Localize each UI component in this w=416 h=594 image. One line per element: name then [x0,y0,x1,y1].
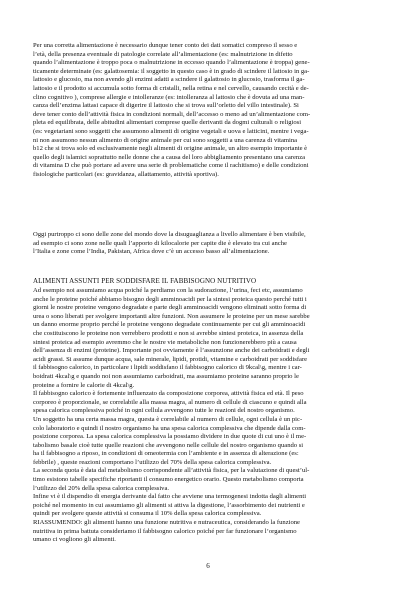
page-number: 6 [206,562,210,570]
paragraph-nutritional-needs: Ad esempio noi assumiamo acqua poiché la perdiamo con la sudorazione, l’urina, feci etc, assumiamo anche le proteine poiché abbiamo bisogno degli amminoacidi per la sintesi proteica questo perché tutti i giorni le nostre proteine vengono degradate e parte degli amminoacidi vengono eliminati sotto forma di urea o sono liberati per svolgere importanti altre funzioni. Non assumere le proteine per un mese sarebbe un danno enorme proprio perché le proteine vengono degradate continuamente per cui gli amminoacidi che costituiscono le proteine non verrebbero prodotti e non si avrebbe sintesi proteica, in assenza della sintesi proteica ad esempio avremmo che le nostre vie metaboliche non funzionerebbero più a causa dell’assenza di enzimi (proteine). Importante poi ovviamente è l’assunzione anche dei carboidrati e degli acidi grassi. Si assume dunque acqua, sale minerale, lipidi, protidi, vitamine e carboidrati per soddisfare il fabbisogno calorico, in particolare i lipidi soddisfano il fabbisogno calorico di 9kcal\g, mentre i car- boidrati 4kcal\g e quando noi non assumiamo carboidrati, ma assumiamo proteine saranno proprio le proteine a fornire le calorie di 4kcal\g. Il fabbisogno calorico è fortemente influenzato da composizione corporea, attività fisica ed età. Il peso corporeo è proporzionale, se correlabile alla massa magra, al numero di cellule di ciascuno e quindi alla spesa calorica complessiva poiché in ogni cellula avvengono tutte le reazioni del nostro organismo. Un soggetto ha una certa massa magra, questa è correlabile al numero di cellule, ogni cellula è un pic- colo laboratorio e quindi il nostro organismo ha una spesa calorica complessiva che dipende dalla com- posizione corporea. La spesa calorica complessiva la possiamo dividere in due quote di cui uno è il me- tabolismo basale cioè tutte quelle reazioni che avvengono nelle cellule del nostro organismo quando si ha il fabbisogno a riposo, in condizioni di omeotermia con l’ambiente e in assenza di alterazione (es: febbrile) , queste reazioni comportano l’utilizzo del 70% della spesa calorica complessiva. La seconda quota è data dal metabolismo corrispondente all’attività fisica, per la valutazione di quest’ul- timo esistono tabelle specifiche riportanti il consumo energetico orario. Questo metabolismo comporta l’utilizzo del 20% della spesa calorica complessiva. Infine vi è il dispendio di energia derivante dal fatto che avviene una termogenesi indotta dagli alimenti poiché nel momento in cui assumiamo gli alimenti si attiva la digestione, l’assorbimento dei nutrienti e quindi per svolgere queste attività si consuma il 10% della spesa calorica complessiva. RIASSUMENDO: gli alimenti hanno una funzione nutritiva e nutraceutica, considerando la funzione nutritiva in prima battuta consideriamo il fabbisogno calorico poiché per far funzionare l’organismo umano ci vogliono gli alimenti. [33,287,310,544]
paragraph-food-inequality: Oggi purtroppo ci sono delle zone del mondo dove la disuguaglianza a livello alimentare è ben visibile, ad esempio ci sono zone nelle quali l’apporto di kilocalorie per capite die è elevato tra cui anche l’Italia e zone come l’India, Pakistan, Africa dove c’è un accesso basso all’alimentazione. [33,231,306,256]
section-heading: ALIMENTI ASSUNTI PER SODDISFARE IL FABBISOGNO NUTRITIVO [33,277,257,285]
paragraph-nutrition-factors: Per una corretta alimentazione è necessario dunque tener conto dei dati somatici compreso il sesso e l’età, della presenza eventuale di patologie correlate all’alimentazione (es: malnutrizione in difetto quando l’alimentazione è troppo poca o malnutrizione in eccesso quando l’alimentazione è troppa) gene- ticamente determinate (es: galattosemia: il soggetto in questo caso è in grado di scindere il lattosio in ga- lattosio e glucosio, ma non avendo gli enzimi adatti a scindere il galattosio in glucosio, trasforma il ga- lattosio e il prodotto si accumula sotto forma di cristalli, nella retina e nel cervello, causando cecità e de- clino cognitivo ), comprese allergie e intolleranze (es: intolleranza al lattosio che è dovuta ad una man- canza dell’enzima lattasi capace di digerire il lattosio che si trova sull’orletto del villo intestinale). Si deve tener conto dell’attività fisica in condizioni normali, dell’accesso o meno ad un’alimentazione com- pleta ed equilibrata, delle abitudini alimentari comprese quelle derivanti da dogmi culturali o religiosi (es: vegetariani sono soggetti che assumono alimenti di origine vegetali e uova e latticini, mentre i vega- ni non assumono nessun alimento di origine animale per cui sono soggetti a una carenza di vitamina b12 che si trova solo ed esclusivamente negli alimenti di origine animale, un altro esempio importante è quello degli islamici soprattutto nelle donne che a causa del loro abbigliamento presentano una carenza di vitamina D che può portare ad avere una serie di problematiche come il rachitismo) e delle condizioni fisiologiche particolari (es: gravidanza, allattamento, attività sportiva). [33,42,311,178]
